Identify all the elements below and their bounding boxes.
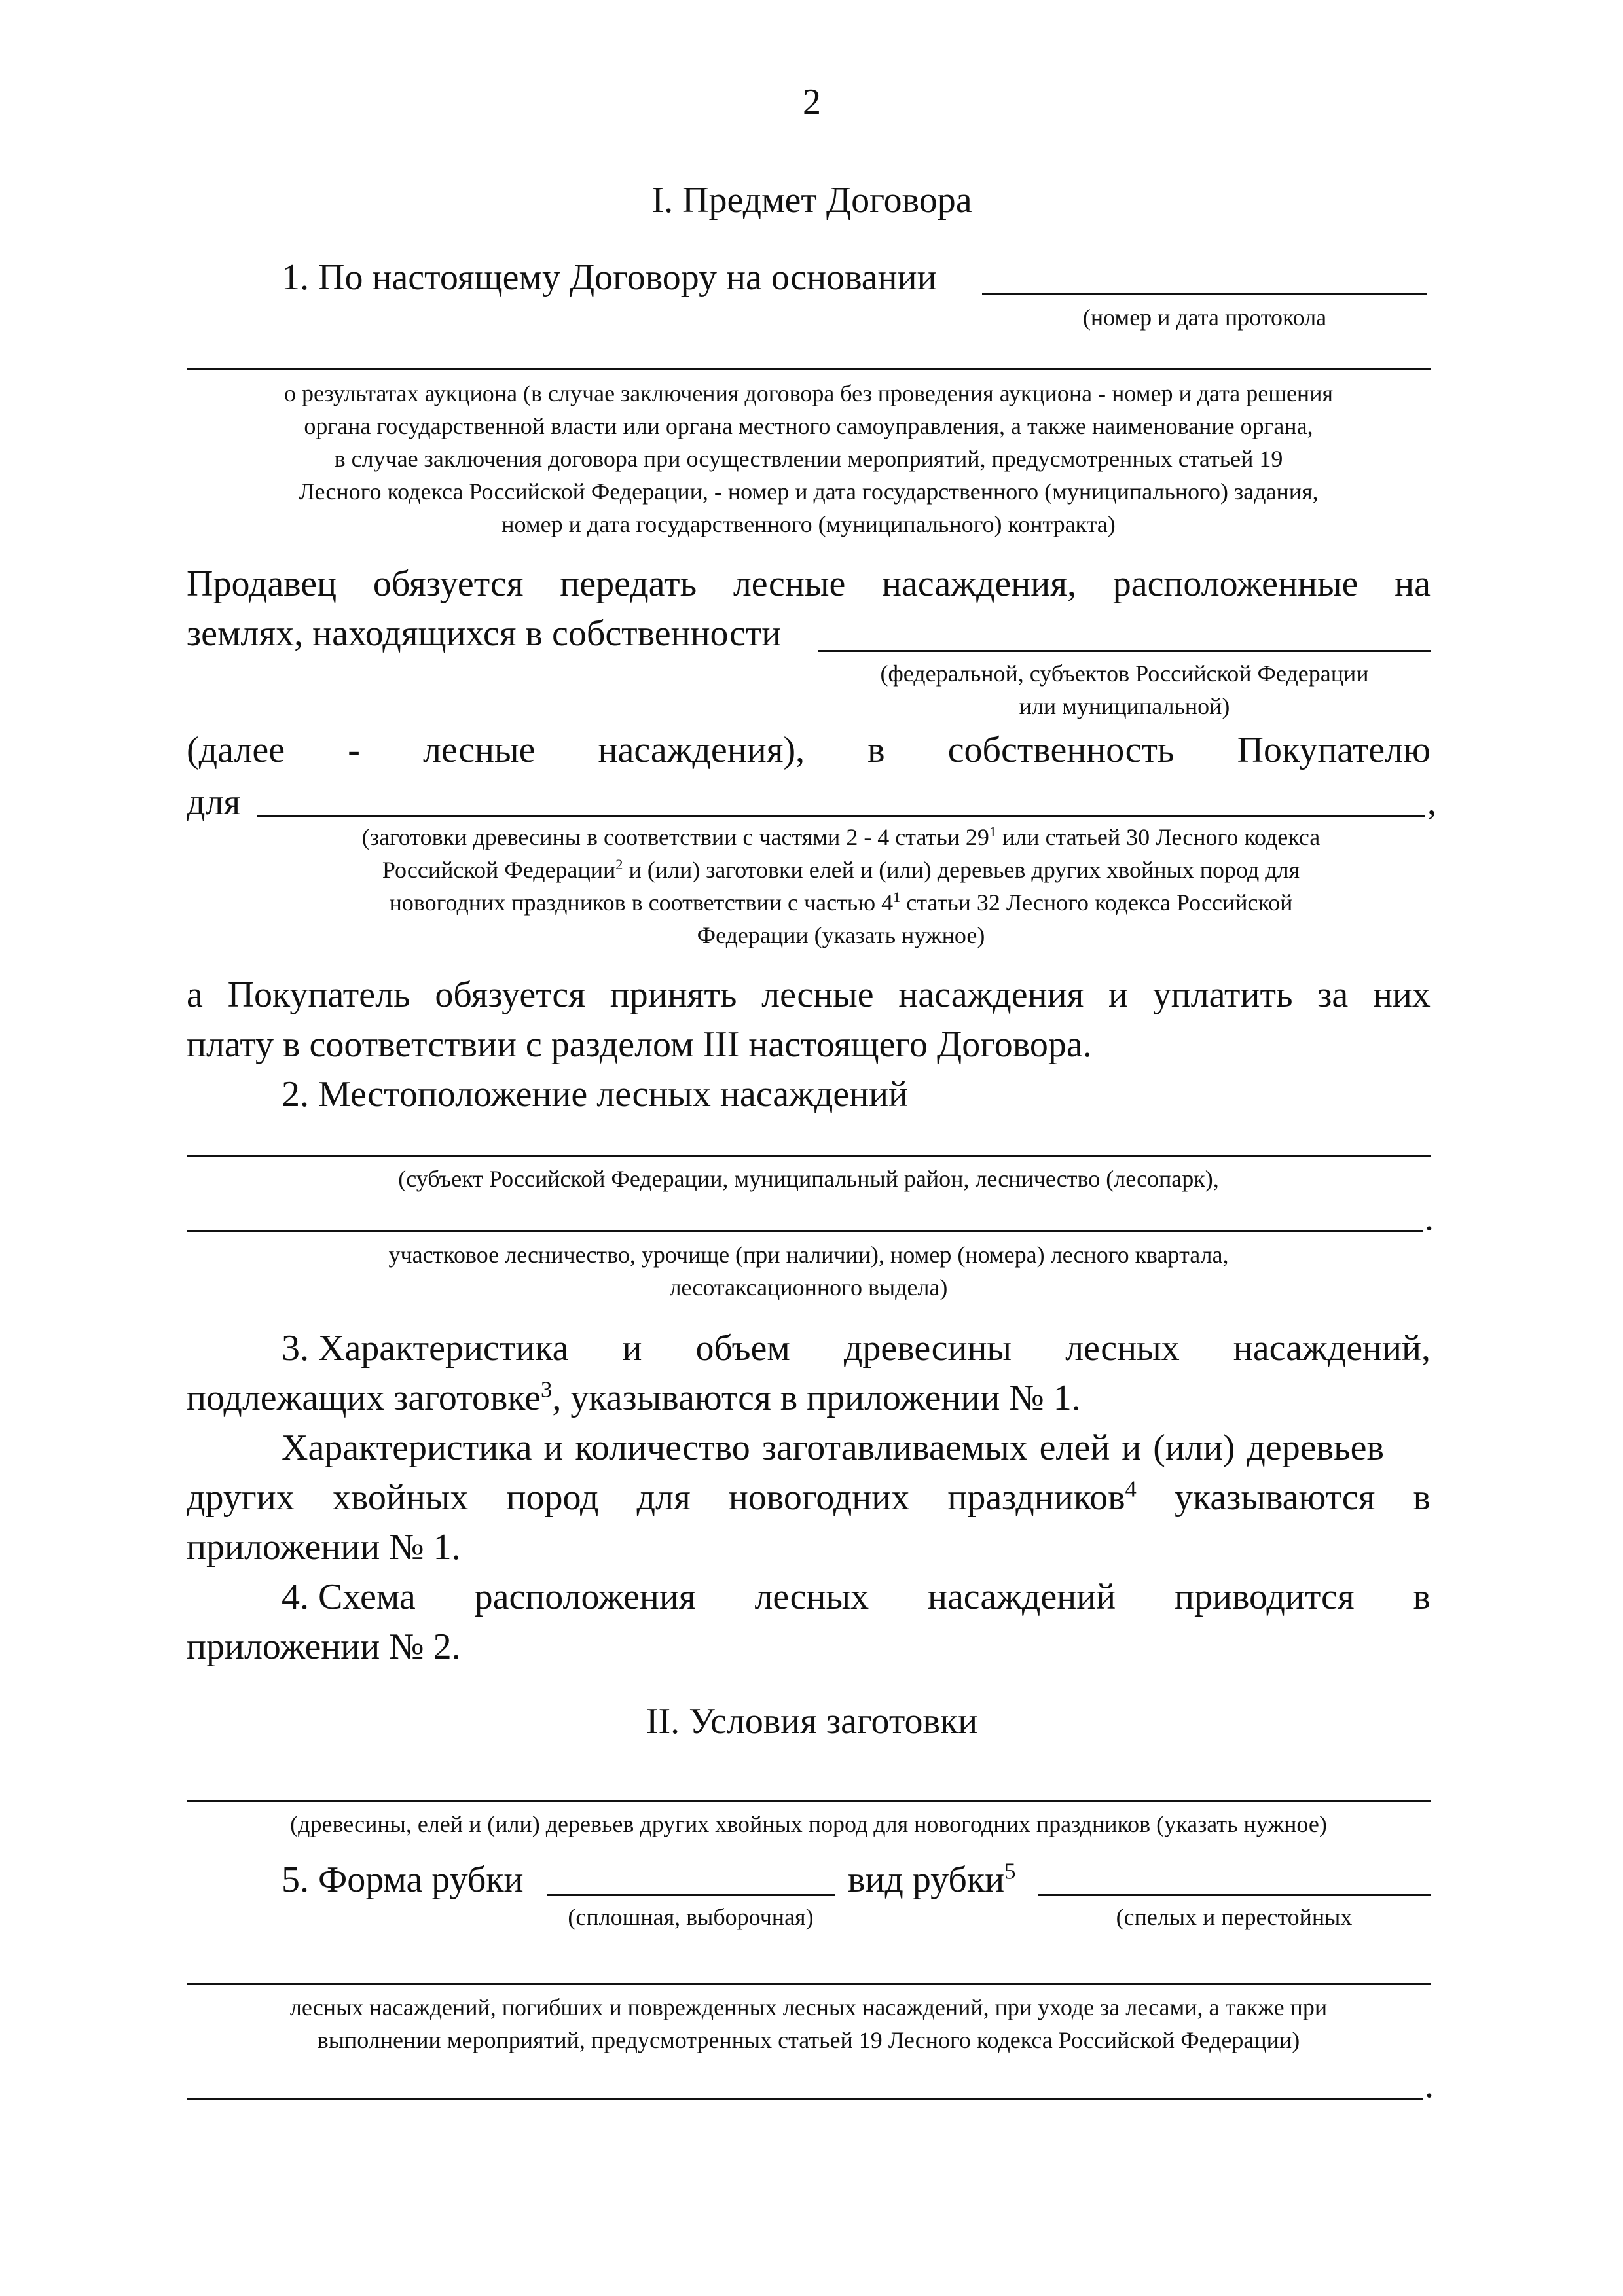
word: обязуется — [435, 975, 586, 1015]
paragraph-3b-line-3: приложении № 1. — [187, 1527, 461, 1568]
paragraph-4-line-2: приложении № 2. — [187, 1626, 461, 1667]
word: указываются — [1175, 1477, 1376, 1518]
paragraph-3-line-2 — [187, 1374, 1081, 1422]
word: насаждений, — [1233, 1328, 1431, 1369]
text: Характеристика и количество заготавливаемых елей и (или) деревьев — [282, 1427, 1384, 1468]
footnote-marker: 3 — [540, 1376, 553, 1403]
buyer-line-1 — [187, 971, 1431, 1018]
caption-line: лесных насаждений, погибших и поврежденных лесных насаждений, при уходе за лесами, а также при — [289, 1994, 1328, 2020]
section-2-title: II. Условия заготовки — [646, 1701, 978, 1742]
final-period: . — [1425, 2065, 1434, 2106]
section-title: I. Предмет Договора — [651, 180, 972, 221]
word: хвойных — [332, 1477, 469, 1518]
caption-line: номер и дата государственного (муниципального) контракта) — [501, 511, 1116, 537]
forest-type-blank — [187, 1983, 1431, 1985]
word: (далее — [187, 730, 285, 770]
word: них — [1372, 975, 1431, 1015]
text: праздников — [947, 1477, 1125, 1518]
word: лесные — [733, 564, 846, 604]
word: Продавец — [187, 564, 337, 604]
word: за — [1317, 975, 1349, 1015]
word: насаждений — [927, 1577, 1116, 1617]
text: подлежащих заготовке — [187, 1378, 541, 1418]
caption-line — [257, 821, 1425, 853]
cutting-type-blank — [1038, 1894, 1431, 1896]
footnote-marker: 2 — [615, 856, 623, 872]
location-blank-2 — [187, 1230, 1423, 1232]
word: - — [348, 730, 360, 770]
auction-caption — [187, 377, 1431, 541]
protocol-blank — [982, 293, 1427, 295]
word: для — [636, 1477, 691, 1518]
word: пород — [506, 1477, 599, 1518]
location-caption-2 — [187, 1238, 1431, 1304]
word: на — [1395, 564, 1431, 604]
harvest-object-blank — [187, 1800, 1431, 1802]
paragraph-4-line-1 — [282, 1573, 1431, 1621]
word: насаждения, — [882, 564, 1076, 604]
word: в — [1413, 1477, 1431, 1518]
caption-line: о результатах аукциона (в случае заключения договора без проведения аукциона - номер и дата решения — [283, 380, 1334, 406]
text: статьи 32 Лесного кодекса Российской — [900, 889, 1293, 916]
word: уплатить — [1152, 975, 1293, 1015]
purpose-caption — [257, 821, 1425, 952]
seller-line-2: землях, находящихся в собственности — [187, 613, 782, 654]
word — [947, 1474, 1137, 1521]
caption-line: или муниципальной) — [1019, 693, 1230, 719]
word: в — [867, 730, 885, 770]
text: , указываются в приложении № 1. — [552, 1378, 1081, 1418]
caption-line: Лесного кодекса Российской Федерации, - номер и дата государственного (муниципального) задания, — [299, 478, 1319, 505]
location-blank-1 — [187, 1155, 1431, 1157]
dlya-word: для — [187, 782, 241, 823]
word: 3. Характеристика — [282, 1328, 569, 1369]
caption-line: лесотаксационного выдела) — [669, 1274, 948, 1300]
protocol-caption: (номер и дата протокола — [1082, 304, 1327, 331]
word: лесных — [754, 1577, 869, 1617]
word: лесных — [1065, 1328, 1180, 1369]
seller-line-1 — [187, 560, 1431, 607]
footnote-marker: 1 — [893, 889, 901, 905]
cutting-form-label: 5. Форма рубки — [282, 1859, 524, 1900]
page-number: 2 — [803, 82, 821, 122]
ownership-caption — [818, 657, 1431, 723]
caption-line: (федеральной, субъектов Российской Федерации — [880, 660, 1369, 687]
word: других — [187, 1477, 295, 1518]
word: новогодних — [728, 1477, 910, 1518]
location-caption-1: (субъект Российской Федерации, муниципальный район, лесничество (лесопарк), — [398, 1166, 1219, 1192]
comma: , — [1427, 782, 1436, 823]
ownership-blank — [818, 650, 1431, 652]
word: 4. Схема — [282, 1577, 416, 1617]
word: расположенные — [1112, 564, 1359, 604]
paragraph-2: 2. Местоположение лесных насаждений — [282, 1074, 909, 1115]
word: лесные — [761, 975, 874, 1015]
caption-line: Федерации (указать нужное) — [697, 922, 985, 948]
word: насаждения — [898, 975, 1084, 1015]
word: Покупатель — [227, 975, 410, 1015]
text: (заготовки древесины в соответствии с частями 2 - 4 статьи 29 — [361, 824, 989, 850]
paragraph-3b-line-2 — [187, 1474, 1431, 1521]
word: расположения — [474, 1577, 696, 1617]
word: в — [1413, 1577, 1431, 1617]
word: насаждения), — [598, 730, 805, 770]
word: принять — [610, 975, 737, 1015]
word: а — [187, 975, 203, 1015]
word: обязуется — [373, 564, 524, 604]
buyer-line-2: плату в соответствии с разделом III настоящего Договора. — [187, 1024, 1092, 1065]
period: . — [1425, 1198, 1434, 1238]
paragraph-3-line-1 — [282, 1325, 1431, 1372]
word: собственность — [947, 730, 1175, 770]
word: и — [1108, 975, 1129, 1015]
text: или статьей 30 Лесного кодекса — [996, 824, 1321, 850]
cutting-type-caption: (спелых и перестойных — [1116, 1904, 1353, 1930]
paragraph-1-lead: 1. По настоящему Договору на основании — [282, 257, 937, 298]
footnote-marker: 4 — [1125, 1476, 1137, 1502]
caption-line: в случае заключения договора при осуществлении мероприятий, предусмотренных статьей 19 — [334, 446, 1283, 472]
word: объем — [695, 1328, 790, 1369]
caption-line: выполнении мероприятий, предусмотренных статьей 19 Лесного кодекса Российской Федерации) — [317, 2027, 1300, 2053]
caption-line — [257, 886, 1425, 919]
cutting-form-caption: (сплошная, выборочная) — [568, 1904, 814, 1930]
text: и (или) заготовки елей и (или) деревьев других хвойных пород для — [623, 857, 1300, 883]
text: новогодних праздников в соответствии с частью 4 — [389, 889, 894, 916]
word: передать — [560, 564, 697, 604]
caption-line: участковое лесничество, урочище (при наличии), номер (номера) лесного квартала, — [388, 1242, 1229, 1268]
caption-line — [257, 853, 1425, 886]
footnote-marker: 1 — [989, 823, 997, 840]
footnote-marker: 5 — [1004, 1858, 1016, 1884]
harvest-object-caption: (древесины, елей и (или) деревьев других хвойных пород для новогодних праздников (указать нужное) — [290, 1811, 1327, 1837]
word: Покупателю — [1237, 730, 1431, 770]
word: древесины — [843, 1328, 1012, 1369]
word: приводится — [1175, 1577, 1355, 1617]
forest-type-caption — [187, 1991, 1431, 2056]
auction-blank — [187, 368, 1431, 370]
dalee-line — [187, 726, 1431, 774]
purpose-blank — [257, 815, 1425, 817]
paragraph-3b-line-1 — [282, 1424, 1431, 1471]
word: и — [622, 1328, 642, 1369]
text: вид рубки — [848, 1859, 1005, 1900]
cutting-form-blank — [547, 1894, 835, 1896]
cutting-type-label — [848, 1856, 1015, 1903]
word: лесные — [422, 730, 536, 770]
text: Российской Федерации — [382, 857, 616, 883]
caption-line: органа государственной власти или органа местного самоуправления, а также наименование органа, — [304, 413, 1313, 439]
final-blank — [187, 2098, 1423, 2100]
